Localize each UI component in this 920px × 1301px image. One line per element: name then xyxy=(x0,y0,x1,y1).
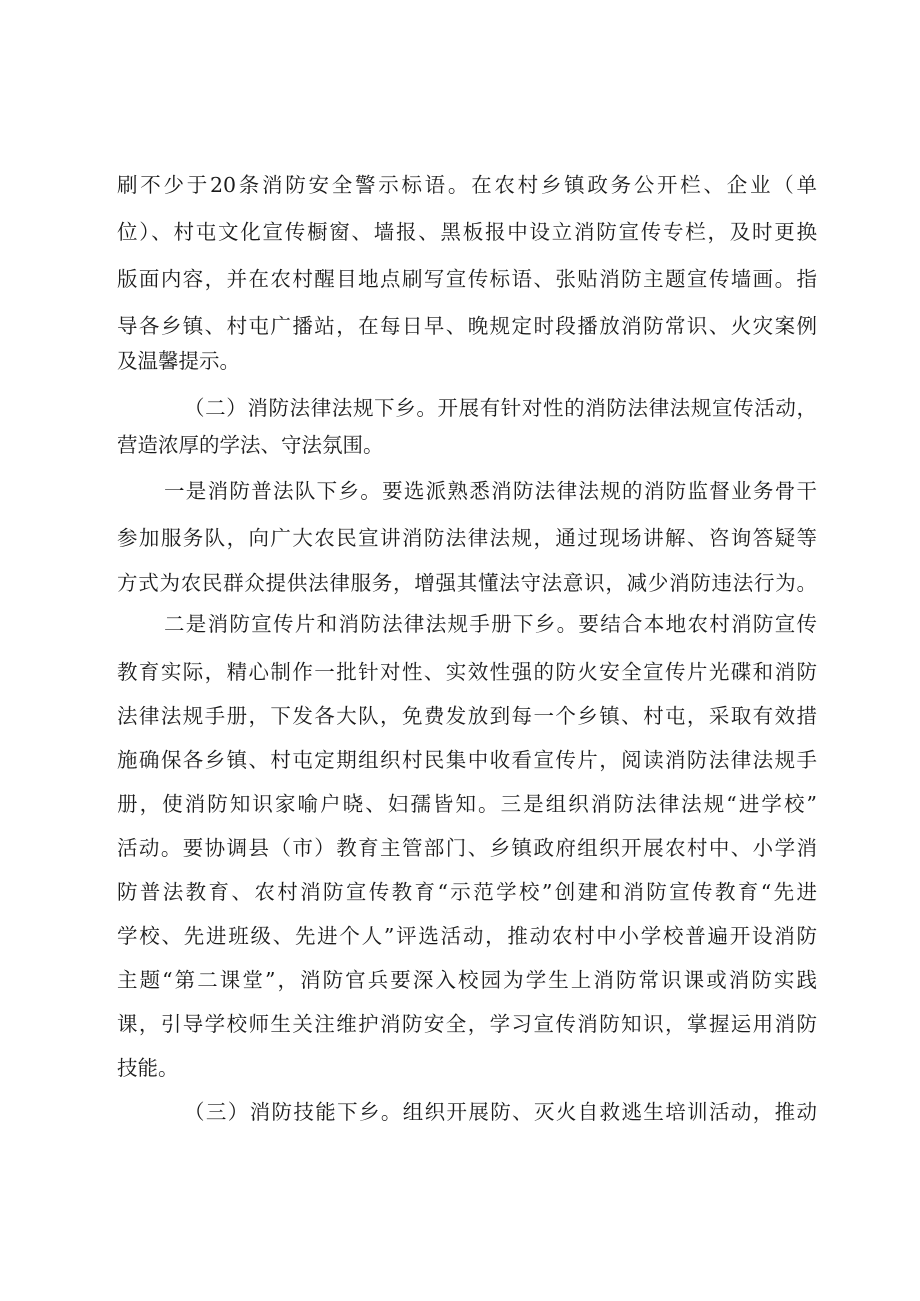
text-line: 课，引导学校师生关注维护消防安全，学习宣传消防知识，掌握运用消防 xyxy=(117,1012,817,1036)
text-line: 二是消防宣传片和消防法律法规手册下乡。要结合本地农村消防宣传 xyxy=(164,612,817,636)
text-line: 导各乡镇、村屯广播站，在每日早、晚规定时段播放消防常识、火灾案例 xyxy=(117,314,817,338)
text-line: 施确保各乡镇、村屯定期组织村民集中收看宣传片，阅读消防法律法规手 xyxy=(117,748,817,772)
text-line: 参加服务队，向广大农民宣讲消防法律法规，通过现场讲解、咨询答疑等 xyxy=(117,526,817,550)
text-line: 教育实际，精心制作一批针对性、实效性强的防火安全宣传片光碟和消防 xyxy=(117,660,817,684)
text-line: 方式为农民群众提供法律服务，增强其懂法守法意识，减少消防违法行为。 xyxy=(117,571,817,595)
text-line: 及温馨提示。 xyxy=(117,349,240,373)
text-line: 册，使消防知识家喻户晓、妇孺皆知。三是组织消防法律法规“进学校” xyxy=(117,792,817,816)
text-line: 活动。要协调县（市）教育主管部门、乡镇政府组织开展农村中、小学消 xyxy=(117,836,817,860)
text-line: 学校、先进班级、先进个人”评选活动，推动农村中小学校普遍开设消防 xyxy=(117,924,817,948)
text-line: 主题“第二课堂”，消防官兵要深入校园为学生上消防常识课或消防实践 xyxy=(117,968,817,992)
text-line: 法律法规手册，下发各大队，免费发放到每一个乡镇、村屯，采取有效措 xyxy=(117,704,817,728)
section-heading-3: （三）消防技能下乡。组织开展防、灭火自救逃生培训活动，推动 xyxy=(184,1100,817,1124)
text-line: 营造浓厚的学法、守法氛围。 xyxy=(117,433,384,457)
text-line: 位）、村屯文化宣传橱窗、墙报、黑板报中设立消防宣传专栏，及时更换 xyxy=(117,220,817,244)
text-line: 防普法教育、农村消防宣传教育“示范学校”创建和消防宣传教育“先进 xyxy=(117,880,817,904)
text-line: 刷不少于20条消防安全警示标语。在农村乡镇政务公开栏、企业（单 xyxy=(117,173,817,197)
text-line: 一是消防普法队下乡。要选派熟悉消防法律法规的消防监督业务骨干 xyxy=(164,479,817,503)
text-line: 版面内容，并在农村醒目地点刷写宣传标语、张贴消防主题宣传墙画。指 xyxy=(117,267,817,291)
section-heading-2: （二）消防法律法规下乡。开展有针对性的消防法律法规宣传活动， xyxy=(184,396,817,420)
text-line: 技能。 xyxy=(117,1056,179,1080)
